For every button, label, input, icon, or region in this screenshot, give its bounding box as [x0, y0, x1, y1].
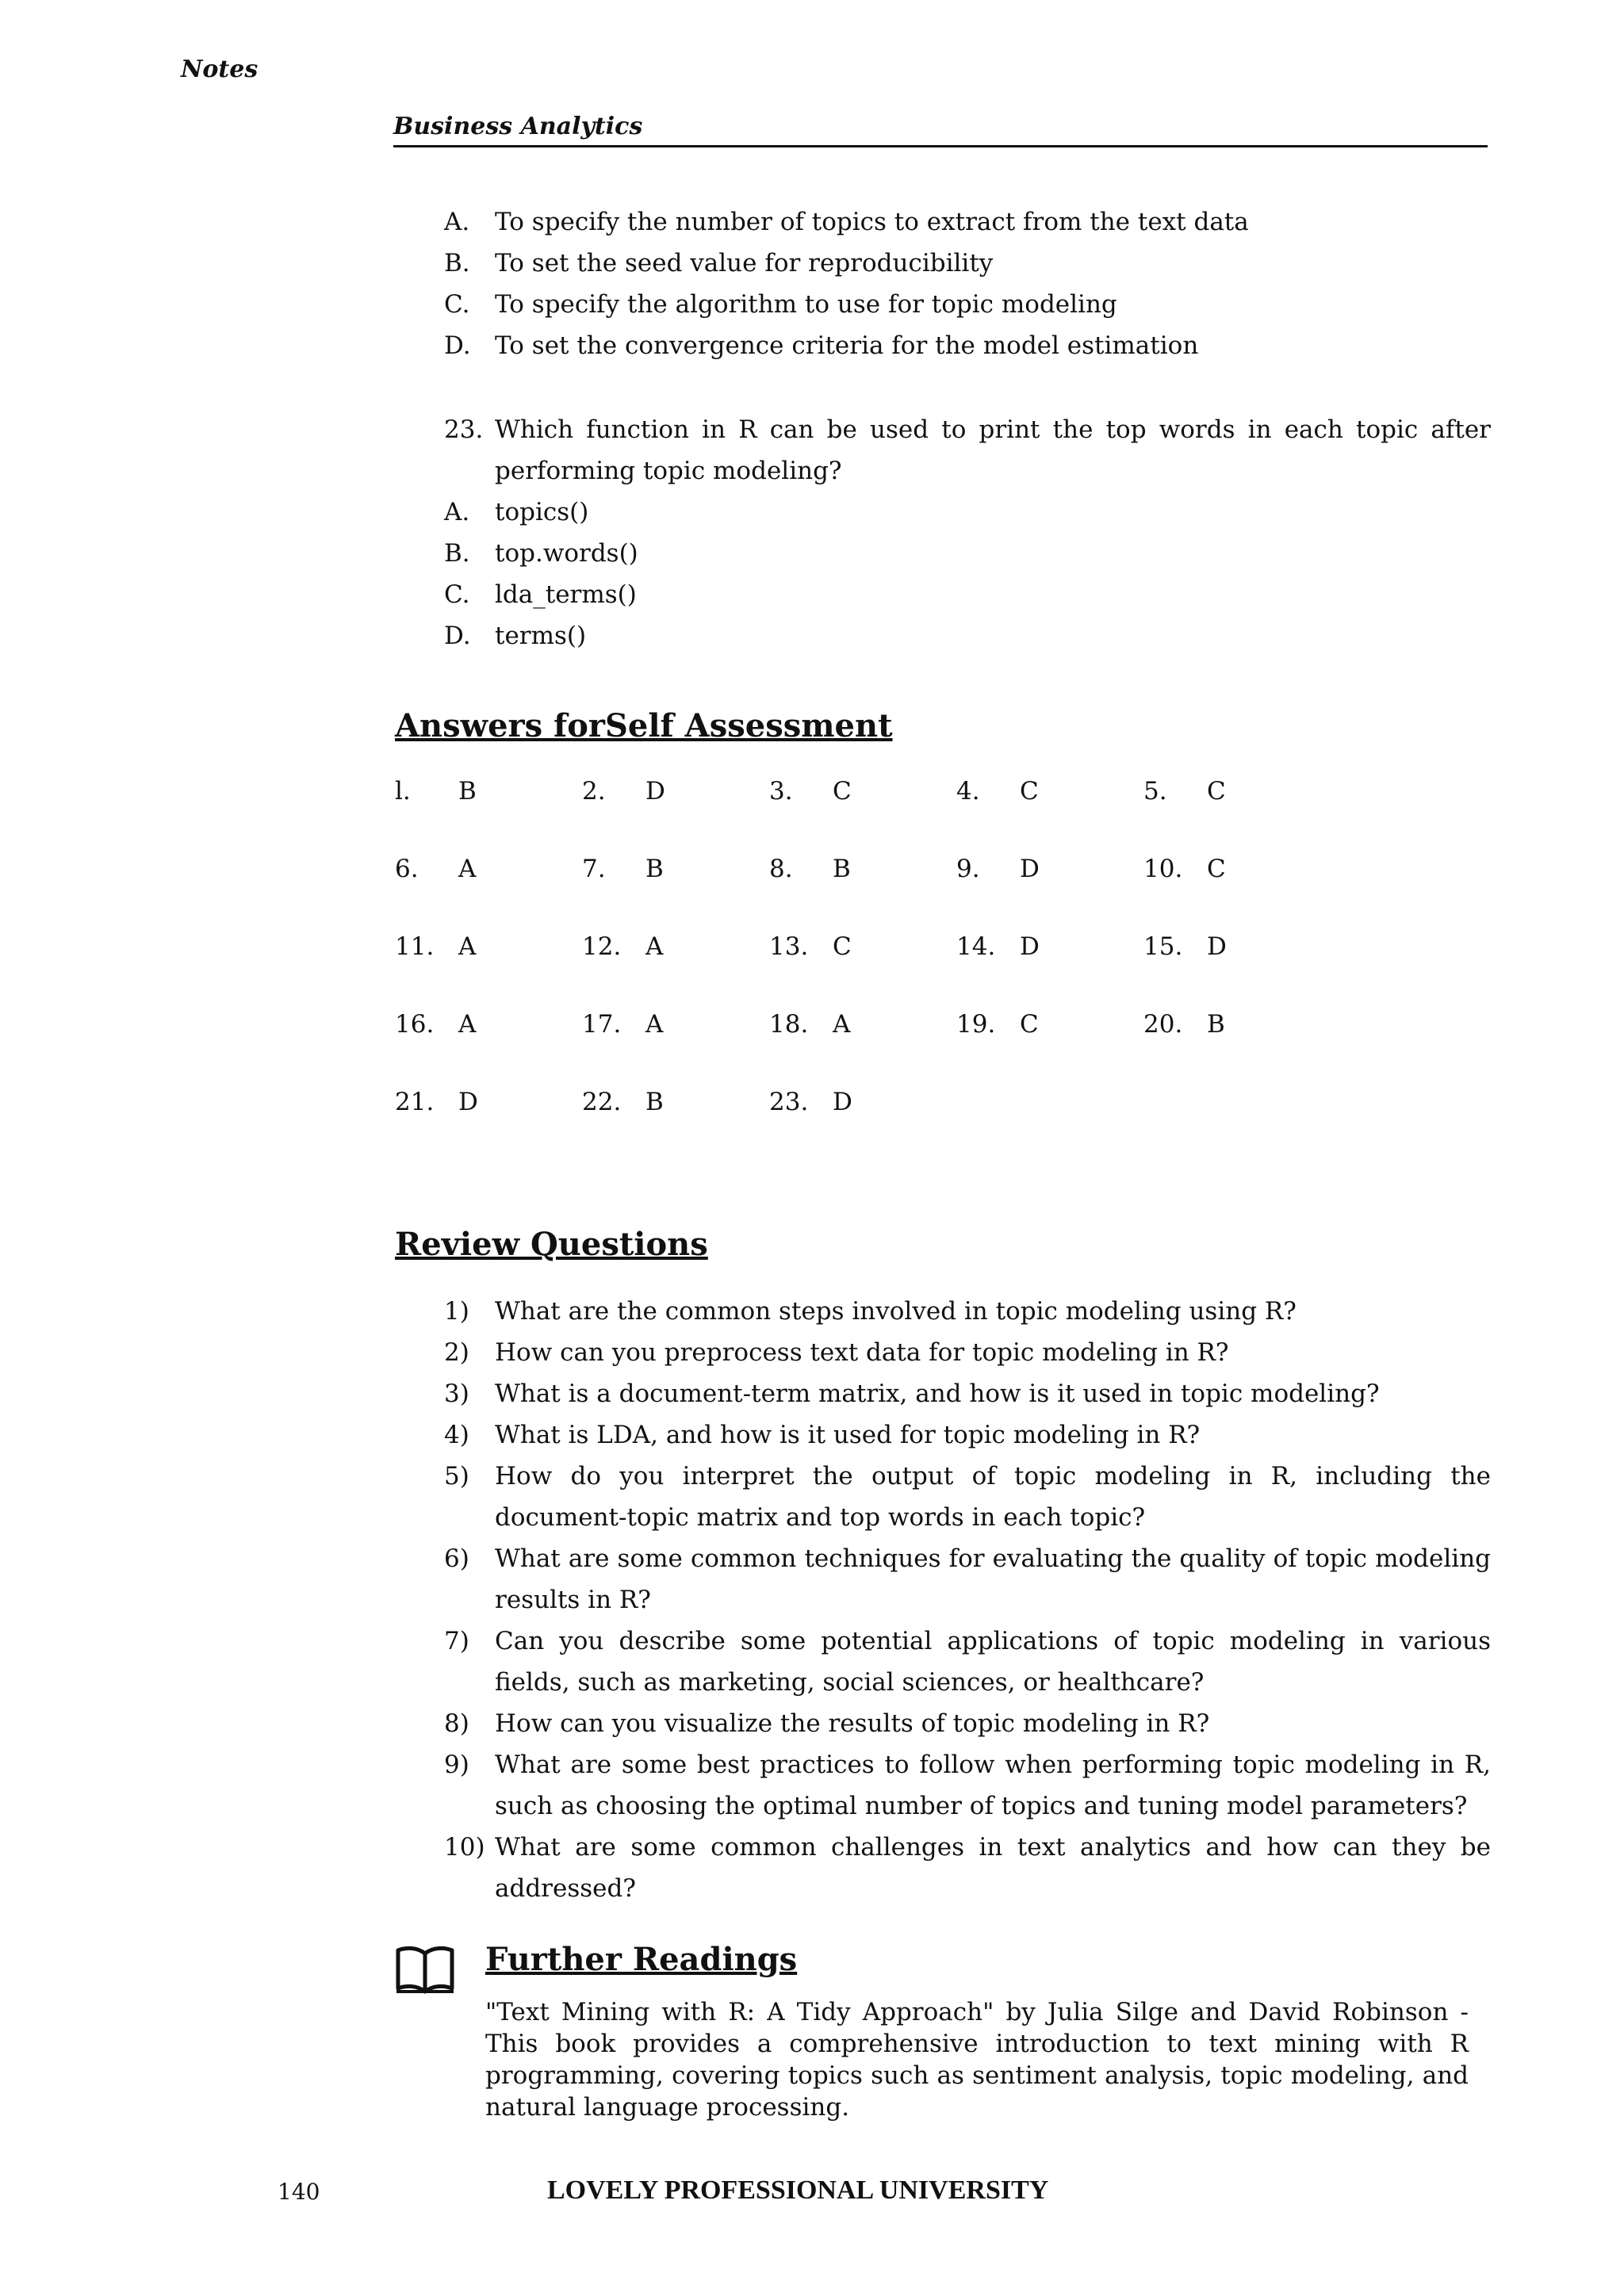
- review-question-text: What is a document-term matrix, and how is it used in topic modeling?: [495, 1380, 1380, 1408]
- answer-item: [395, 777, 582, 806]
- answer-number: 2.: [582, 777, 606, 806]
- answer-letter: A: [458, 855, 477, 883]
- answers-row: [395, 1088, 1346, 1165]
- answer-item: [956, 855, 1143, 883]
- review-question-text: What are some best practices to follow when performing topic modeling in R, such as choosing the optimal number of topics and tuning model parameters?: [495, 1751, 1491, 1820]
- option-text: top.words(): [495, 539, 638, 568]
- option-key: C.: [444, 290, 470, 319]
- answer-number: 3.: [769, 777, 793, 806]
- answer-number: 23.: [769, 1088, 809, 1116]
- answer-item: [395, 1010, 582, 1039]
- review-question-number: 10): [444, 1833, 485, 1862]
- answer-number: 16.: [395, 1010, 435, 1039]
- review-question-number: 8): [444, 1709, 469, 1738]
- answer-item: [1143, 1010, 1331, 1039]
- answer-item: [769, 932, 956, 961]
- answers-title: Answers forSelf Assessment: [395, 707, 893, 744]
- review-question: [444, 1621, 1491, 1703]
- answer-letter: C: [833, 932, 852, 961]
- answer-letter: A: [645, 932, 664, 961]
- answer-letter: B: [645, 855, 664, 883]
- question-number: 23.: [444, 415, 484, 444]
- answer-number: 17.: [582, 1010, 622, 1039]
- review-question: [444, 1332, 1491, 1373]
- answer-letter: D: [458, 1088, 478, 1116]
- option: [444, 533, 1491, 574]
- option-text: lda_terms(): [495, 580, 637, 609]
- answer-letter: D: [1020, 932, 1040, 961]
- review-question-number: 6): [444, 1544, 469, 1573]
- review-question-number: 9): [444, 1751, 469, 1779]
- option: [444, 243, 1491, 284]
- answer-number: 11.: [395, 932, 435, 961]
- answers-row: [395, 777, 1346, 855]
- further-readings-title: Further Readings: [485, 1941, 798, 1978]
- review-question-text: What is LDA, and how is it used for topic modeling in R?: [495, 1421, 1201, 1449]
- answer-item: [582, 932, 769, 961]
- option-key: D.: [444, 622, 471, 650]
- answer-item: [1143, 777, 1331, 806]
- answer-item: [769, 855, 956, 883]
- answer-item: [956, 777, 1143, 806]
- answer-letter: C: [1020, 1010, 1039, 1039]
- option-text: terms(): [495, 622, 587, 650]
- option: [444, 615, 1491, 656]
- answer-number: 21.: [395, 1088, 435, 1116]
- review-question-text: What are some common challenges in text analytics and how can they be addressed?: [495, 1833, 1491, 1903]
- answer-letter: C: [833, 777, 852, 806]
- review-question-number: 1): [444, 1297, 469, 1326]
- option: [444, 325, 1491, 366]
- answer-item: [395, 932, 582, 961]
- answers-grid: [395, 777, 1346, 1165]
- answer-item: [956, 932, 1143, 961]
- review-question: [444, 1373, 1491, 1414]
- answer-number: 18.: [769, 1010, 809, 1039]
- review-question: [444, 1703, 1491, 1744]
- option-text: To specify the number of topics to extract from the text data: [495, 208, 1249, 236]
- question-stem: [444, 409, 1491, 492]
- answer-item: [582, 777, 769, 806]
- running-header-text: Business Analytics: [393, 113, 643, 140]
- answer-letter: A: [833, 1010, 851, 1039]
- answer-letter: C: [1207, 855, 1226, 883]
- review-question-text: How can you preprocess text data for topic modeling in R?: [495, 1338, 1229, 1367]
- answer-number: 6.: [395, 855, 419, 883]
- answers-row: [395, 1010, 1346, 1088]
- answer-letter: D: [1020, 855, 1040, 883]
- option: [444, 284, 1491, 325]
- answer-number: 22.: [582, 1088, 622, 1116]
- answer-number: 9.: [956, 855, 980, 883]
- answer-item: [582, 855, 769, 883]
- answer-item: [582, 1010, 769, 1039]
- answer-number: 10.: [1143, 855, 1183, 883]
- option-key: C.: [444, 580, 470, 609]
- answer-item: [769, 1010, 956, 1039]
- answer-letter: A: [645, 1010, 664, 1039]
- answer-letter: D: [833, 1088, 852, 1116]
- review-question-number: 2): [444, 1338, 469, 1367]
- footer-university: LOVELY PROFESSIONAL UNIVERSITY: [547, 2175, 1049, 2205]
- review-question: [444, 1414, 1491, 1456]
- notes-label: Notes: [181, 55, 259, 83]
- answer-letter: A: [458, 932, 477, 961]
- further-readings-text: "Text Mining with R: A Tidy Approach" by Julia Silge and David Robinson - This book provides a comprehensive introduction to text mining with R programming, covering topics such as sentiment analysis, topic modeling, and natural language processing.: [485, 1998, 1469, 2122]
- answer-item: [395, 855, 582, 883]
- answer-letter: D: [645, 777, 665, 806]
- answer-number: 12.: [582, 932, 622, 961]
- answer-letter: B: [1207, 1010, 1225, 1039]
- answer-number: 13.: [769, 932, 809, 961]
- answer-number: 7.: [582, 855, 606, 883]
- review-question-text: What are some common techniques for evaluating the quality of topic modeling results in R?: [495, 1544, 1491, 1614]
- answer-item: [395, 1088, 582, 1116]
- answers-row: [395, 932, 1346, 1010]
- review-question: [444, 1291, 1491, 1332]
- review-title: Review Questions: [395, 1226, 708, 1263]
- running-header: [393, 113, 1488, 147]
- answer-number: 4.: [956, 777, 980, 806]
- answer-letter: C: [1020, 777, 1039, 806]
- review-question: [444, 1744, 1491, 1827]
- option: [444, 574, 1491, 615]
- option-key: A.: [444, 498, 470, 526]
- review-question-text: How can you visualize the results of topic modeling in R?: [495, 1709, 1210, 1738]
- option-key: D.: [444, 331, 471, 360]
- review-question-number: 5): [444, 1462, 469, 1490]
- answer-item: [956, 1010, 1143, 1039]
- option-text: To set the convergence criteria for the model estimation: [495, 331, 1199, 360]
- answer-number: 15.: [1143, 932, 1183, 961]
- question-23: [444, 409, 1491, 656]
- option: [444, 201, 1491, 243]
- review-question-number: 7): [444, 1627, 469, 1655]
- answer-number: 8.: [769, 855, 793, 883]
- option-key: A.: [444, 208, 470, 236]
- answer-item: [769, 777, 956, 806]
- page-number: 140: [278, 2179, 320, 2205]
- answer-item: [1143, 932, 1331, 961]
- option-key: B.: [444, 539, 470, 568]
- answers-row: [395, 855, 1346, 932]
- answer-item: [769, 1088, 956, 1116]
- review-question: [444, 1827, 1491, 1909]
- answer-item: [582, 1088, 769, 1116]
- answer-letter: B: [645, 1088, 664, 1116]
- open-book-icon: [395, 1944, 455, 1995]
- answer-item: [1143, 855, 1331, 883]
- answer-number: l.: [395, 777, 411, 806]
- question-22-options: [444, 201, 1491, 366]
- review-question-number: 4): [444, 1421, 469, 1449]
- option-text: To set the seed value for reproducibility: [495, 249, 994, 277]
- review-question-number: 3): [444, 1380, 469, 1408]
- review-question-text: How do you interpret the output of topic modeling in R, including the document-topic matrix and top words in each topic?: [495, 1462, 1491, 1532]
- answer-letter: B: [458, 777, 477, 806]
- option-text: To specify the algorithm to use for topic modeling: [495, 290, 1117, 319]
- option-text: topics(): [495, 498, 589, 526]
- review-questions-list: [444, 1291, 1491, 1909]
- answer-number: 20.: [1143, 1010, 1183, 1039]
- review-question-text: Can you describe some potential applications of topic modeling in various fields, such as marketing, social sciences, or healthcare?: [495, 1627, 1491, 1697]
- answer-letter: D: [1207, 932, 1227, 961]
- answer-number: 5.: [1143, 777, 1167, 806]
- option-key: B.: [444, 249, 470, 277]
- review-question: [444, 1456, 1491, 1538]
- review-question: [444, 1538, 1491, 1621]
- answer-letter: A: [458, 1010, 477, 1039]
- answer-letter: B: [833, 855, 851, 883]
- review-question-text: What are the common steps involved in topic modeling using R?: [495, 1297, 1297, 1326]
- option: [444, 492, 1491, 533]
- answer-letter: C: [1207, 777, 1226, 806]
- question-text: Which function in R can be used to print the top words in each topic after performing topic modeling?: [495, 415, 1491, 485]
- answer-number: 19.: [956, 1010, 996, 1039]
- answer-number: 14.: [956, 932, 996, 961]
